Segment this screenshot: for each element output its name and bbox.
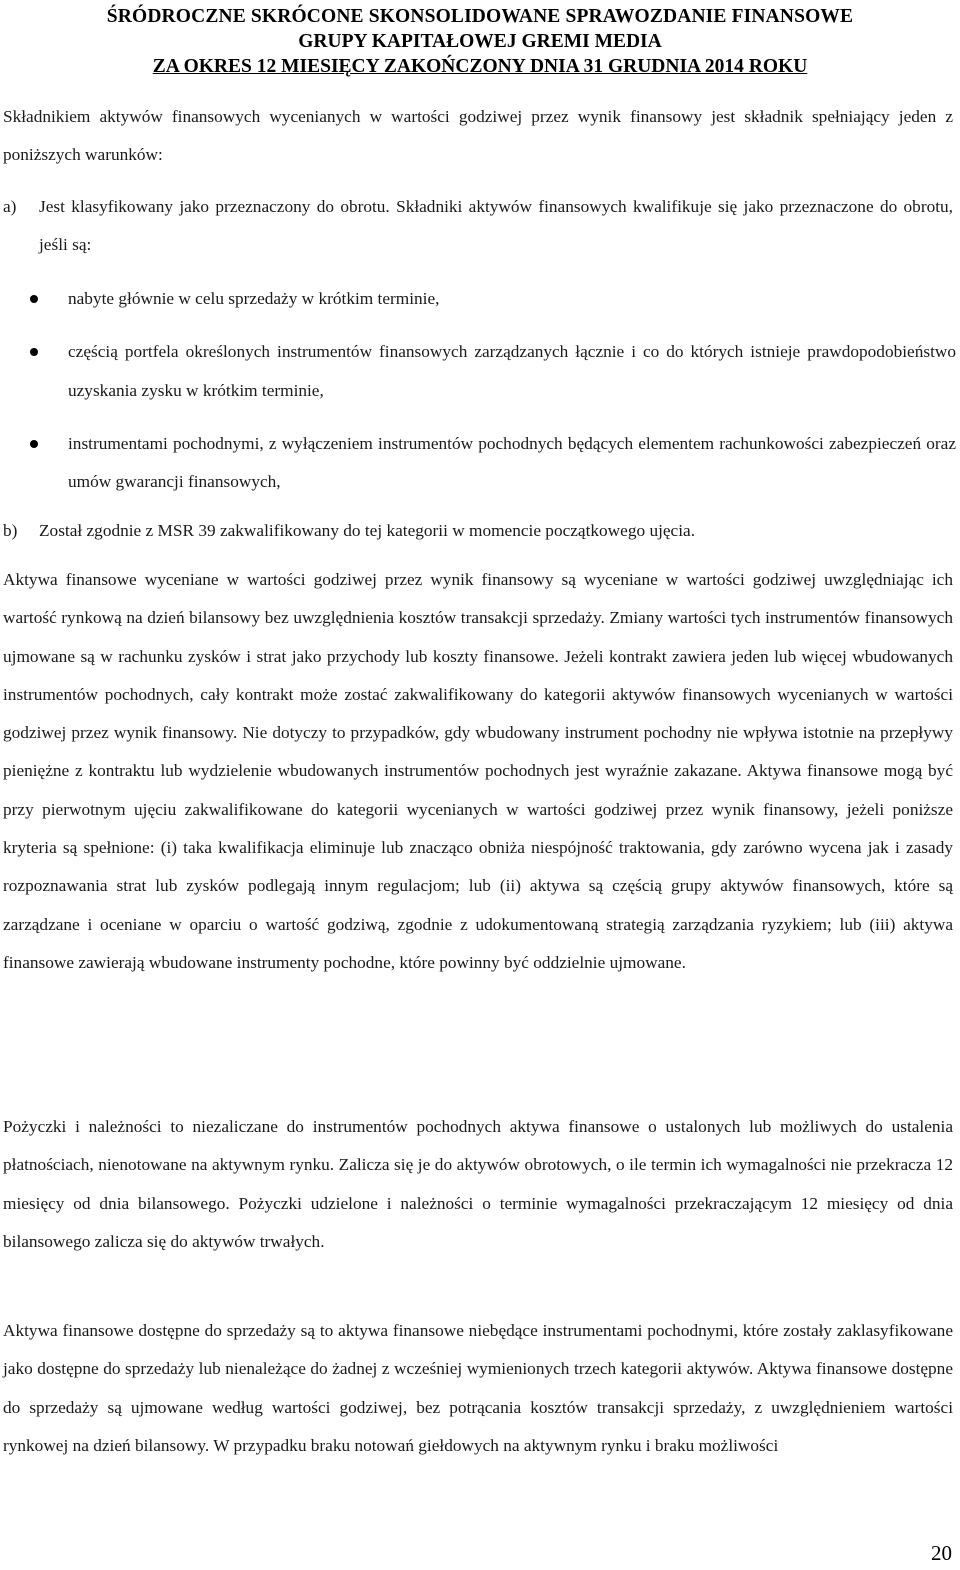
bullet-item [0,333,956,410]
list-item-a [3,188,953,265]
paragraph-fair-value-assets: Aktywa finansowe wyceniane w wartości godziwej przez wynik finansowy są wyceniane w wartości godziwej uwzględniając ich wartość rynkową na dzień bilansowy bez uwzględnienia kosztów transakcji sprzedaży. Zmiany wartości tych instrumentów finansowych ujmowane są w rachunku zysków i strat jako przychody lub koszty finansowe. Jeżeli kontrakt zawiera jeden lub więcej wbudowanych instrumentów pochodnych, cały kontrakt może zostać zakwalifikowany do kategorii aktywów finansowych wycenianych w wartości godziwej przez wynik finansowy. Nie dotyczy to przypadków, gdy wbudowany instrument pochodny nie wpływa istotnie na przepływy pieniężne z kontraktu lub wydzielenie wbudowanych instrumentów pochodnych jest wyraźnie zakazane. Aktywa finansowe mogą być przy pierwotnym ujęciu zakwalifikowane do kategorii wycenianych w wartości godziwej przez wynik finansowy, jeżeli poniższe kryteria są spełnione: (i) taka kwalifikacja eliminuje lub znacząco obniża niespójność traktowania, gdy zarówno wycena jak i zasady rozpoznawania strat lub zysków podlegają innym regulacjom; lub (ii) aktywa są częścią grupy aktywów finansowych, które są zarządzane i oceniane w oparciu o wartość godziwą, zgodnie z udokumentowaną strategią zarządzania ryzykiem; lub (iii) aktywa finansowe zawierają wbudowane instrumenty pochodne, które powinny być oddzielnie ujmowane. [3,570,953,972]
bullet-item [0,280,956,318]
bullet-list [0,280,956,516]
list-marker-a: a) [3,197,17,216]
document-header [0,4,960,79]
bullet-dot-icon [30,348,38,356]
list-marker-b: b) [3,521,18,540]
paragraph-loans-receivables: Pożyczki i należności to niezaliczane do instrumentów pochodnych aktywa finansowe o ustalonych lub możliwych do ustalenia płatnościach, nienotowane na aktywnym rynku. Zalicza się je do aktywów obrotowych, o ile termin ich wymagalności nie przekracza 12 miesięcy od dnia bilansowego. Pożyczki udzielone i należności o terminie wymagalności przekraczającym 12 miesięcy od dnia bilansowego zalicza się do aktywów trwałych. [3,1117,953,1251]
list-item-b [3,512,953,550]
header-company-line: GRUPY KAPITAŁOWEJ GREMI MEDIA [298,31,662,52]
bullet-item-text: instrumentami pochodnymi, z wyłączeniem instrumentów pochodnych będących elementem rachunkowości zabezpieczeń oraz umów gwarancji finansowych, [68,433,956,492]
bullet-item-text: częścią portfela określonych instrumentów finansowych zarządzanych łącznie i co do których istnieje prawdopodobieństwo uzyskania zysku w krótkim terminie, [68,342,956,400]
list-item-a-text: Jest klasyfikowany jako przeznaczony do obrotu. Składniki aktywów finansowych kwalifikuje się jako przeznaczone do obrotu, jeśli są: [39,197,953,255]
bullet-item-text: nabyte głównie w celu sprzedaży w krótkim terminie, [68,289,440,308]
bullet-dot-icon [30,295,38,303]
intro-paragraph: Składnikiem aktywów finansowych wycenianych w wartości godziwej przez wynik finansowy jest składnik spełniający jeden z poniższych warunków: [3,107,953,165]
list-item-b-text: Został zgodnie z MSR 39 zakwalifikowany do tej kategorii w momencie początkowego ujęcia. [39,521,696,540]
paragraph-available-for-sale: Aktywa finansowe dostępne do sprzedaży są to aktywa finansowe niebędące instrumentami pochodnymi, które zostały zaklasyfikowane jako dostępne do sprzedaży lub nienależące do żadnej z wcześniej wymienionych trzech kategorii aktywów. Aktywa finansowe dostępne do sprzedaży są ujmowane według wartości godziwej, bez potrącania kosztów transakcji sprzedaży, z uwzględnieniem wartości rynkowej na dzień bilansowy. W przypadku braku notowań giełdowych na aktywnym rynku i braku możliwości [3,1321,953,1455]
header-period-line: ZA OKRES 12 MIESIĘCY ZAKOŃCZONY DNIA 31 GRUDNIA 2014 ROKU [152,56,808,77]
header-title-line: ŚRÓDROCZNE SKRÓCONE SKONSOLIDOWANE SPRAWOZDANIE FINANSOWE [106,6,854,27]
bullet-item [0,425,956,502]
page-number: 20 [931,1541,952,1565]
bullet-dot-icon [30,440,38,448]
